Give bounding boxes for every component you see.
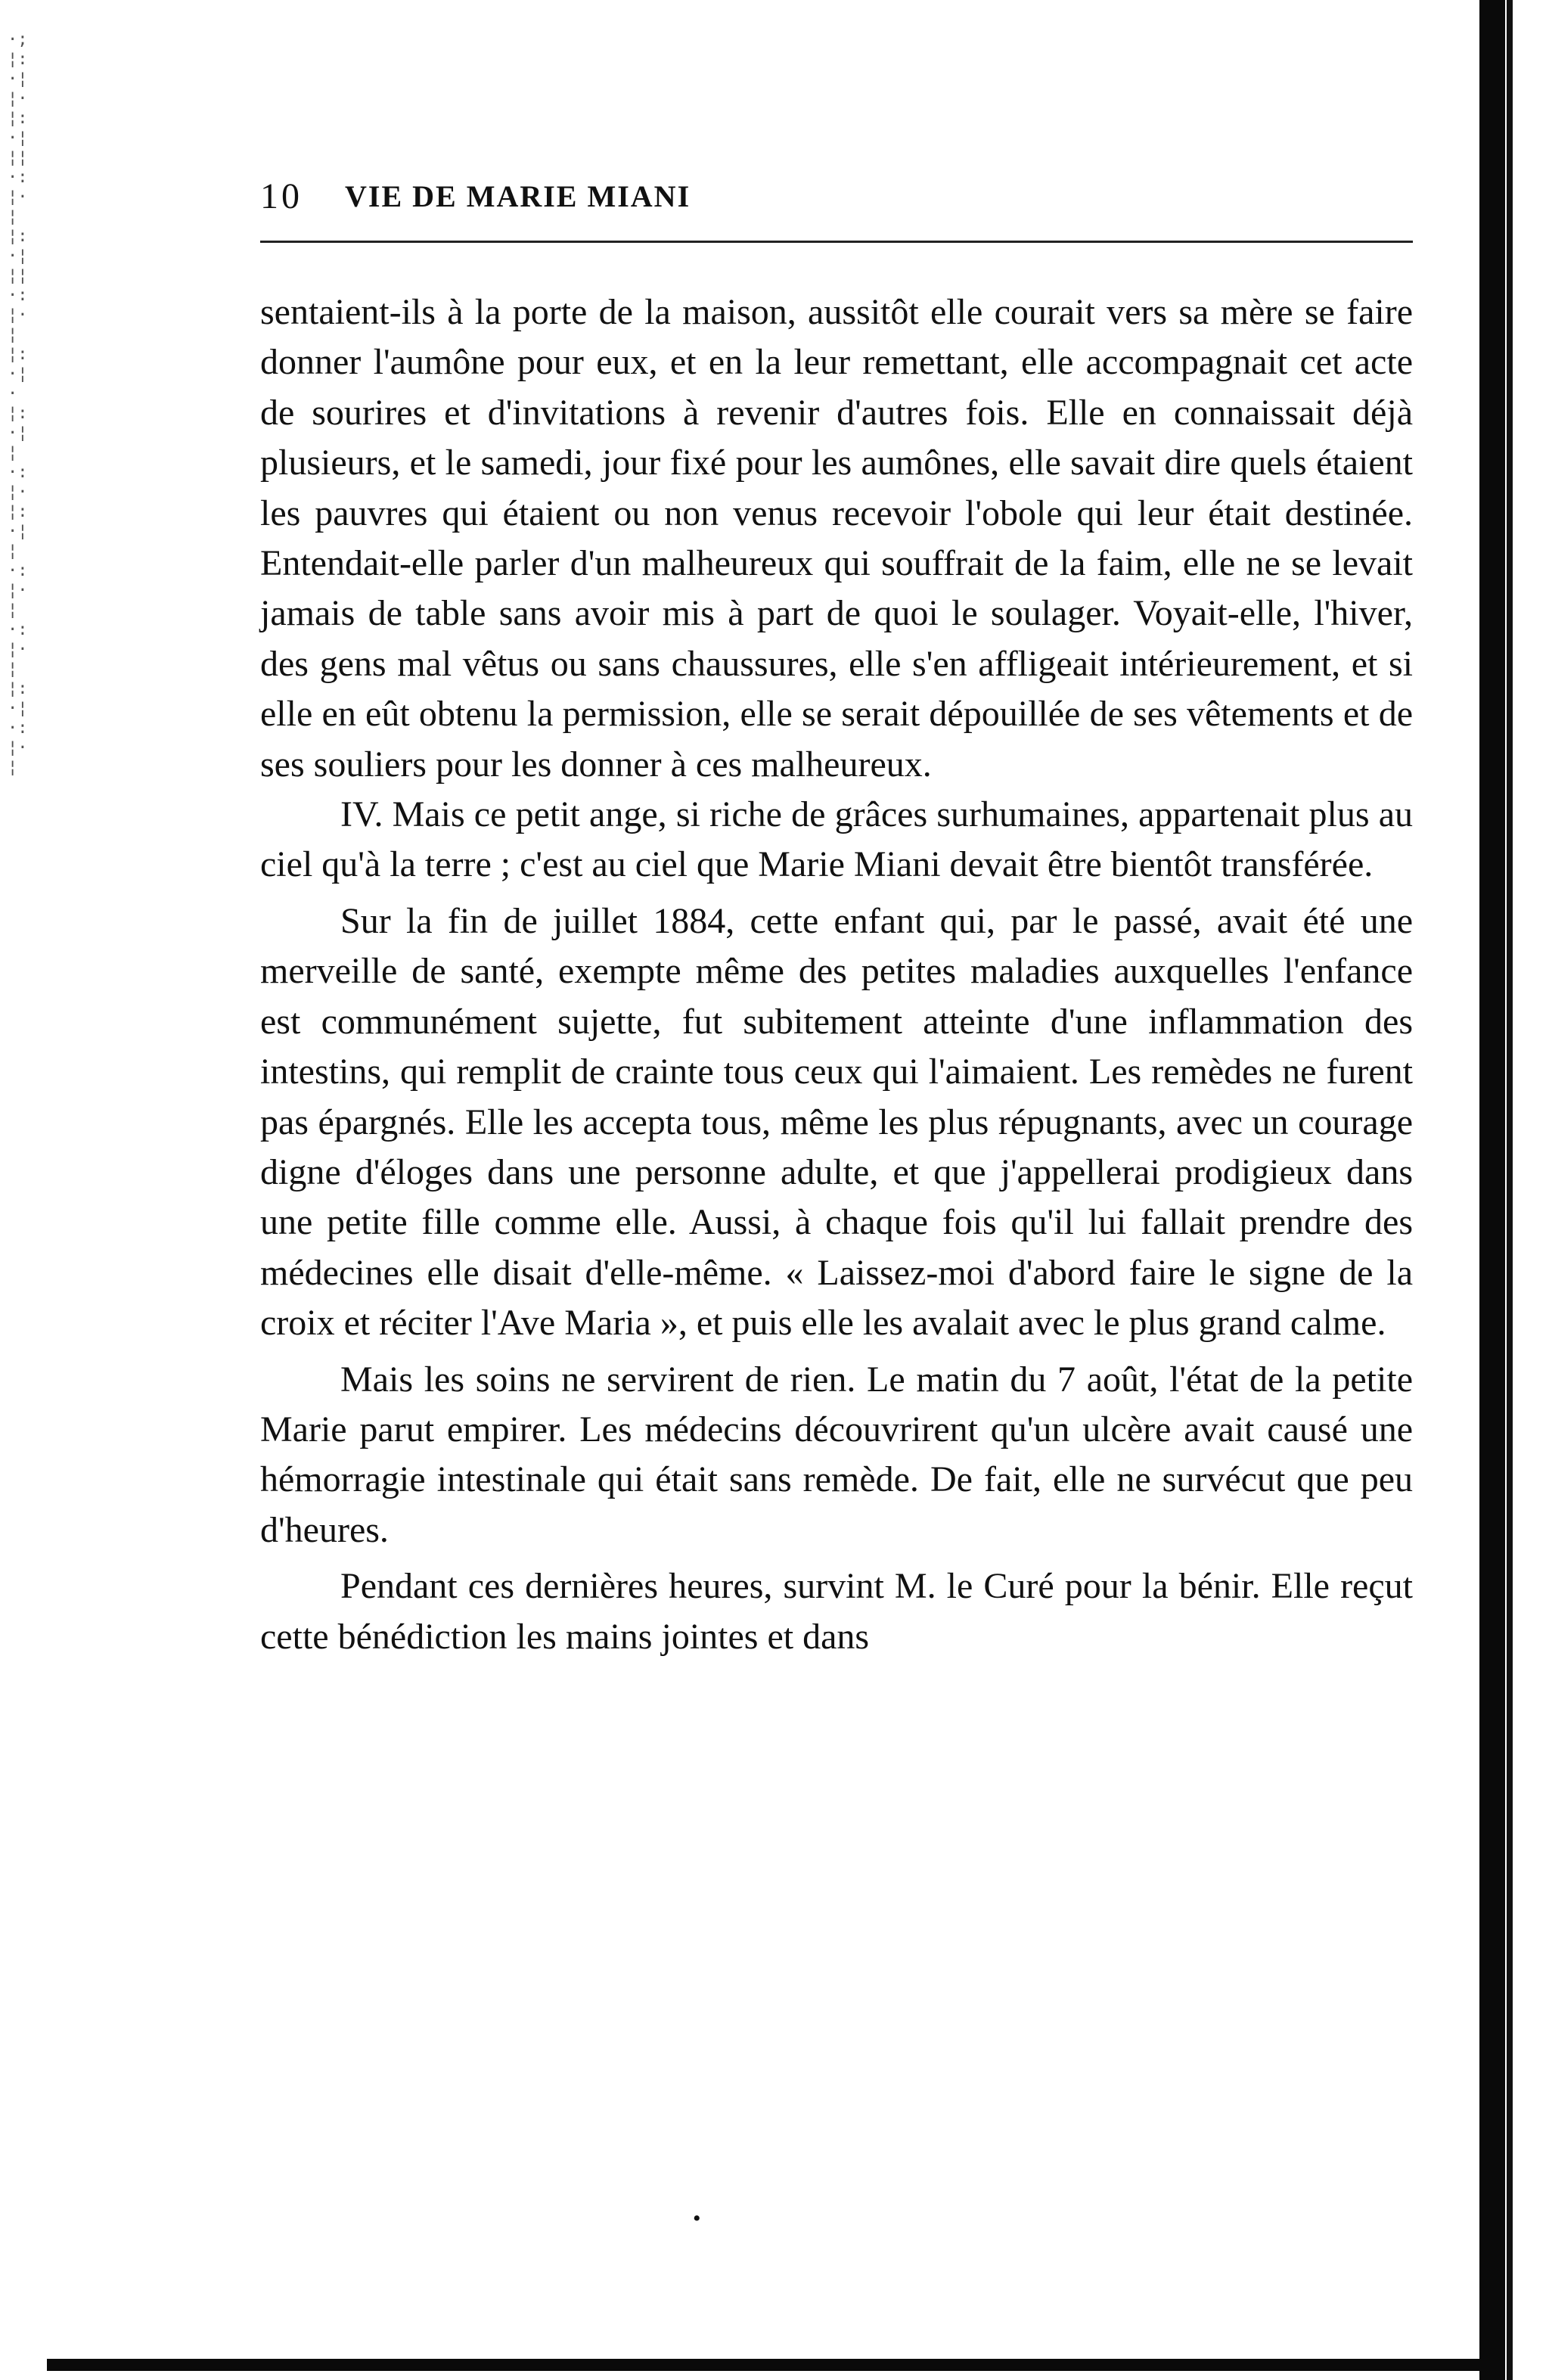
- header-rule: [260, 241, 1413, 243]
- running-head: VIE DE MARIE MIANI: [345, 179, 691, 213]
- scan-edge-bar-thin: [1507, 0, 1513, 2380]
- page-number: 10: [260, 176, 303, 216]
- paragraph: Pendant ces dernières heures, survint M. le Curé pour la bénir. Elle reçut cette bénédiction les mains jointes et dans: [260, 1566, 1413, 1657]
- ink-speck: •: [693, 2206, 701, 2231]
- page-header: [260, 176, 1413, 228]
- scan-bottom-bar: [47, 2359, 1481, 2371]
- paragraph: Mais les soins ne servirent de rien. Le matin du 7 août, l'état de la petite Marie parut empirer. Les médecins découvrirent qu'un ulcère avait causé une hémorragie intestinale qui était sans remède. De fait, elle ne survécut que peu d'heures.: [260, 1359, 1413, 1550]
- paragraph: IV. Mais ce petit ange, si riche de grâces surhumaines, appartenait plus au ciel qu'à la terre ; c'est au ciel que Marie Miani devait être bientôt transférée.: [260, 794, 1413, 885]
- scan-edge-bar: [1479, 0, 1505, 2380]
- paragraph: Sur la fin de juillet 1884, cette enfant qui, par le passé, avait été une merveille de santé, exempte même des petites maladies auxquelles l'enfance est communément sujette, fut subitement atteinte d'une inflammation des intestins, qui remplit de crainte tous ceux qui l'aimaient. Les remèdes ne furent pas épargnés. Elle les accepta tous, même les plus répugnants, avec un courage digne d'éloges dans une personne adulte, et que j'appellerai prodigieux dans une petite fille comme elle. Aussi, à chaque fois qu'il lui fallait prendre des médecines elle disait d'elle-même. « Laissez-moi d'abord faire le signe de la croix et réciter l'Ave Maria », et puis elle les avalait avec le plus grand calme.: [260, 900, 1413, 1344]
- body-text: [260, 287, 1413, 1662]
- paragraph: sentaient-ils à la porte de la maison, aussitôt elle courait vers sa mère se faire donner l'aumône pour eux, et en la leur remettant, elle accompagnait cet acte de sourires et d'invitations à revenir d'autres fois. Elle en connaissait déjà plusieurs, et le samedi, jour fixé pour les aumônes, elle savait dire quels étaient les pauvres qui étaient ou non venus recevoir l'obole qui leur était destinée. Entendait-elle parler d'un malheureux qui souffrait de la faim, elle ne se levait jamais de table sans avoir mis à part de quoi le soulager. Voyait-elle, l'hiver, des gens mal vêtus ou sans chaussures, elle s'en affligeait intérieurement, et si elle en eût obtenu la permission, elle se serait dépouillée de ses vêtements et de ses souliers pour les donner à ces malheureux.: [260, 292, 1413, 785]
- margin-bleed-marks: ·;¦:·¦¦·¦:·¦¦¦·:¦·¦¦:·¦¦¦·:¦·¦¦:·¦·¦:·¦¦·:¦·¦:·¦¦·:¦·¦·:¦·¦¦:·¦·:¦·¦: [8, 30, 28, 777]
